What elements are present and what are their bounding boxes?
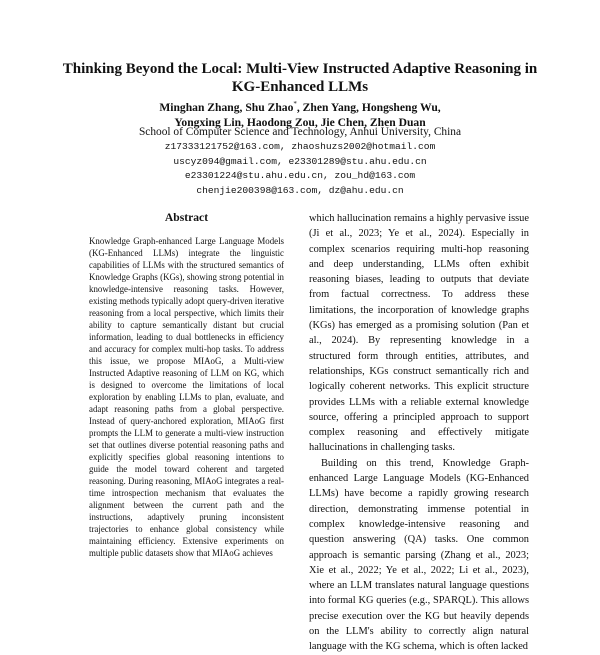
body-paragraph: Building on this trend, Knowledge Graph-enhanced Large Language Models (KG-Enhanced LLMs) have become a rapidly growing research direction, demonstrating immense potential in complex knowledge-intensive reasoning and question answering (QA) tasks. One common approach is semantic parsing (Zhang et al., 2023; Xie et al., 2022; Ye et al., 2022; Li et al., 2023), where an LLM translates natural language questions into formal KG queries (e.g., SPARQL). This allows precise execution over the KG but heavily depends on the LLM's ability to correctly align natural language with the KG schema, which is often lacked	[309, 457, 529, 653]
email-line: uscyz094@gmail.com, e23301289@stu.ahu.edu.cn	[173, 155, 427, 167]
email-line: e23301224@stu.ahu.edu.cn, zou_hd@163.com	[184, 170, 416, 181]
email-line: z17333121752@163.com, zhaoshuzs2002@hotmail.com	[164, 141, 436, 152]
affiliation: School of Computer Science and Technology, Anhui University, China	[138, 126, 462, 138]
author-name: Jie Chen	[320, 116, 365, 129]
left-column	[89, 211, 284, 600]
right-column	[309, 211, 529, 653]
body-paragraph: which hallucination remains a highly pervasive issue (Ji et al., 2023; Ye et al., 2024). Especially in complex scenarios requiring multi-hop reasoning and deep understanding, LLMs often exhibit reasoning biases, leading to outputs that deviate from factual correctness. To address these limitations, the incorporation of knowledge graphs (KGs) has emerged as a promising solution (Pan et al., 2024). By representing knowledge in a structured form through entities, attributes, and relationships, KGs construct semantically rich and logically coherent networks. This explicit structure provides LLMs with a reliable external knowledge source, offering a principled approach to support complex reasoning and effectively mitigate hallucinations in challenging tasks.	[309, 213, 529, 454]
paper-title	[40, 60, 560, 96]
abstract-heading: Abstract	[164, 211, 209, 224]
title-line-2: KG-Enhanced LLMs	[231, 79, 369, 95]
author-name: Yongxing Lin	[174, 116, 242, 129]
title-line-1: Thinking Beyond the Local: Multi-View Instructed Adaptive Reasoning in	[62, 61, 538, 77]
email-line: chenjie200398@163.com, dz@ahu.edu.cn	[196, 184, 404, 196]
abstract-text: Knowledge Graph-enhanced Large Language Models (KG-Enhanced LLMs) integrate the linguistic capabilities of LLMs with the structured semantics of Knowledge Graphs (KGs), showing strong potential in knowledge-intensive reasoning tasks. However, existing methods typically adopt query-driven iterative reasoning from a local perspective, which limits their ability to capture semantically distant but crucial information, leading to dual bottlenecks in efficiency and accuracy for complex multi-hop tasks. To address this issue, we propose MIAoG, a Multi-view Instructed Adaptive reasoning of LLM on KG, which is designed to overcome the limitations of local exploration by enabling LLMs to plan, evaluate, and adapt reasoning paths from a global perspective. Instead of query-anchored exploration, MIAoG first prompts the LLM to generate a multi-view instruction set that outlines diverse potential reasoning paths and explicitly specifies global reasoning intentions to guide the model toward coherent and targeted reasoning. During reasoning, MIAoG integrates a real-time introspection mechanism that evaluates the alignment between the current path and the instructions, adaptively pruning inconsistent trajectories to enhance global consistency while maintaining efficiency. Extensive experiments on multiple public datasets show that MIAoG achieves	[89, 236, 284, 558]
email-list	[40, 140, 560, 198]
author-line-1: Minghan Zhang, Shu Zhao*, Zhen Yang, Hongsheng Wu,	[159, 100, 441, 114]
author-name: Shu Zhao	[245, 101, 294, 114]
author-name: Hongsheng Wu	[361, 101, 438, 114]
author-name: Minghan Zhang	[159, 101, 240, 114]
author-line-2: Yongxing Lin, Haodong Zou, Jie Chen, Zhen Duan	[174, 116, 426, 129]
author-name: Zhen Yang	[302, 101, 357, 114]
corresponding-author-mark: *	[293, 100, 297, 109]
author-name: Haodong Zou	[246, 116, 315, 129]
author-name: Zhen Duan	[369, 116, 426, 129]
